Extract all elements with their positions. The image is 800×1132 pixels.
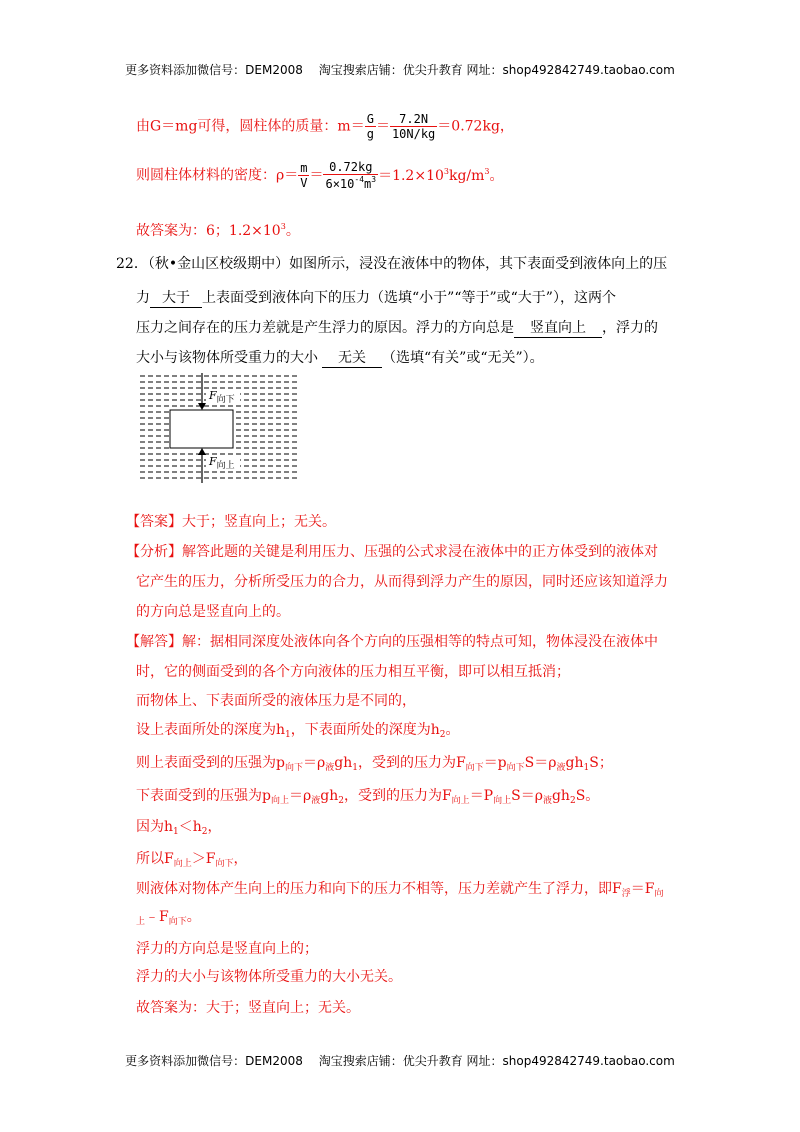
frac-den: V	[300, 176, 308, 190]
density-eq-prefix: 则圆柱体材料的密度：ρ＝	[136, 167, 299, 184]
frac-num: 0.72kg	[323, 160, 378, 175]
fraction-g	[365, 112, 376, 141]
frac-den: 10N/kg	[391, 127, 436, 141]
buoyancy-figure	[140, 373, 300, 483]
solution-line-6: 下表面受到的压强为$p_{向上}=\rho_液gh_2$，受到的压力为$F_{向上}=P_{向上}S=\rho_液gh_2S$。	[136, 788, 600, 806]
q22-line3: 压力之间存在的压力差就是产生浮力的原因。浮力的方向总是 竖直向上 ，浮力的	[136, 317, 658, 338]
force-up-label: $F_{向上}$	[209, 455, 235, 471]
solution-line-9: 则液体对物体产生向上的压力和向下的压力不相等，压力差就产生了浮力，即$F_浮=F_向$	[136, 881, 664, 899]
solution-line-11: 浮力的方向总是竖直向上的；	[136, 941, 318, 957]
blank-answer-3: 无关	[322, 347, 382, 368]
analysis-line-3: 的方向总是竖直向上的。	[136, 604, 290, 620]
frac-num: m	[300, 161, 308, 175]
immersed-object	[170, 410, 233, 448]
analysis-line-1: 【分析】解答此题的关键是利用压力、压强的公式求浸在液体中的正方体受到的液体对	[126, 544, 658, 560]
blank-answer-2: 竖直向上	[514, 317, 602, 338]
solution-line-12: 浮力的大小与该物体所受重力的大小无关。	[136, 969, 402, 985]
q22-line1: 22．（秋•金山区校级期中）如图所示，浸没在液体中的物体，其下表面受到液体向上的压	[116, 256, 668, 272]
q22-line2: 力 大于 上表面受到液体向下的压力（选填“小于”“等于”或“大于”），这两个	[136, 287, 616, 308]
mass-eq-prefix: 由G＝mg可得，圆柱体的质量：m＝	[136, 118, 365, 135]
density-equation: 则圆柱体材料的密度：ρ＝ $\frac{m}{V}$ ＝ $\frac{0.72kg}{6\times 10^{-4}m^3}$ $=1.2\times 10^3kg/m^3$。	[136, 160, 504, 191]
solution-line-1: 【解答】解：据相同深度处液体向各个方向的压强相等的特点可知，物体浸没在液体中	[126, 634, 658, 650]
frac-den: g	[366, 127, 374, 141]
frac-den: $6\times 10^{-4}m^3$	[325, 175, 377, 191]
fraction-values	[390, 112, 437, 141]
solution-line-4: 设上表面所处的深度为$h_1$，下表面所处的深度为$h_2$。	[136, 722, 460, 740]
solution-line-10: $_上﹣F_{向下}$。	[136, 909, 201, 927]
q22-line4: 大小与该物体所受重力的大小 无关 （选填“有关”或“无关”）。	[136, 347, 544, 368]
fraction-density-values	[323, 160, 378, 191]
page-footer: 更多资料添加微信号：DEM2008 淘宝搜索店铺：优尖升教育 网址：shop492842749.taobao.com	[125, 1054, 675, 1068]
solution-line-8: 所以$F_{向上}>F_{向下}$，	[136, 851, 248, 869]
analysis-line-2: 它产生的压力，分析所受压力的合力，从而得到浮力产生的原因，同时还应该知道浮力	[136, 574, 668, 590]
density-result: $=1.2\times 10^3kg/m^3$。	[378, 166, 504, 184]
mass-result: ＝0.72kg，	[437, 118, 514, 135]
force-down-label: $F_{向下}$	[209, 389, 235, 405]
prev-answer: 故答案为：6；$1.2\times 10^3$。	[136, 222, 300, 239]
solution-line-13: 故答案为：大于；竖直向上；无关。	[136, 1000, 360, 1016]
frac-num: 7.2N	[390, 112, 437, 127]
solution-line-2: 时，它的侧面受到的各个方向液体的压力相互平衡，即可以相互抵消；	[136, 664, 570, 680]
fraction-mv	[298, 161, 309, 190]
answer-line: 【答案】大于；竖直向上；无关。	[126, 514, 336, 530]
solution-line-3: 而物体上、下表面所受的液体压力是不同的，	[136, 693, 416, 709]
frac-num: G	[366, 112, 374, 126]
page-header: 更多资料添加微信号：DEM2008 淘宝搜索店铺：优尖升教育 网址：shop492842749.taobao.com	[125, 63, 675, 77]
solution-line-5: 则上表面受到的压强为$p_{向下}=\rho_液gh_1$，受到的压力为$F_{向下}=p_{向下}S=\rho_液gh_1S$；	[136, 755, 613, 773]
blank-answer-1: 大于	[150, 287, 202, 308]
solution-line-7: 因为$h_1<h_2$，	[136, 819, 222, 837]
mass-equation: 由G＝mg可得，圆柱体的质量：m＝ $\frac{G}{g}$ ＝ $\frac{7.2N}{10N/kg}$ ＝0.72kg，	[136, 112, 514, 141]
